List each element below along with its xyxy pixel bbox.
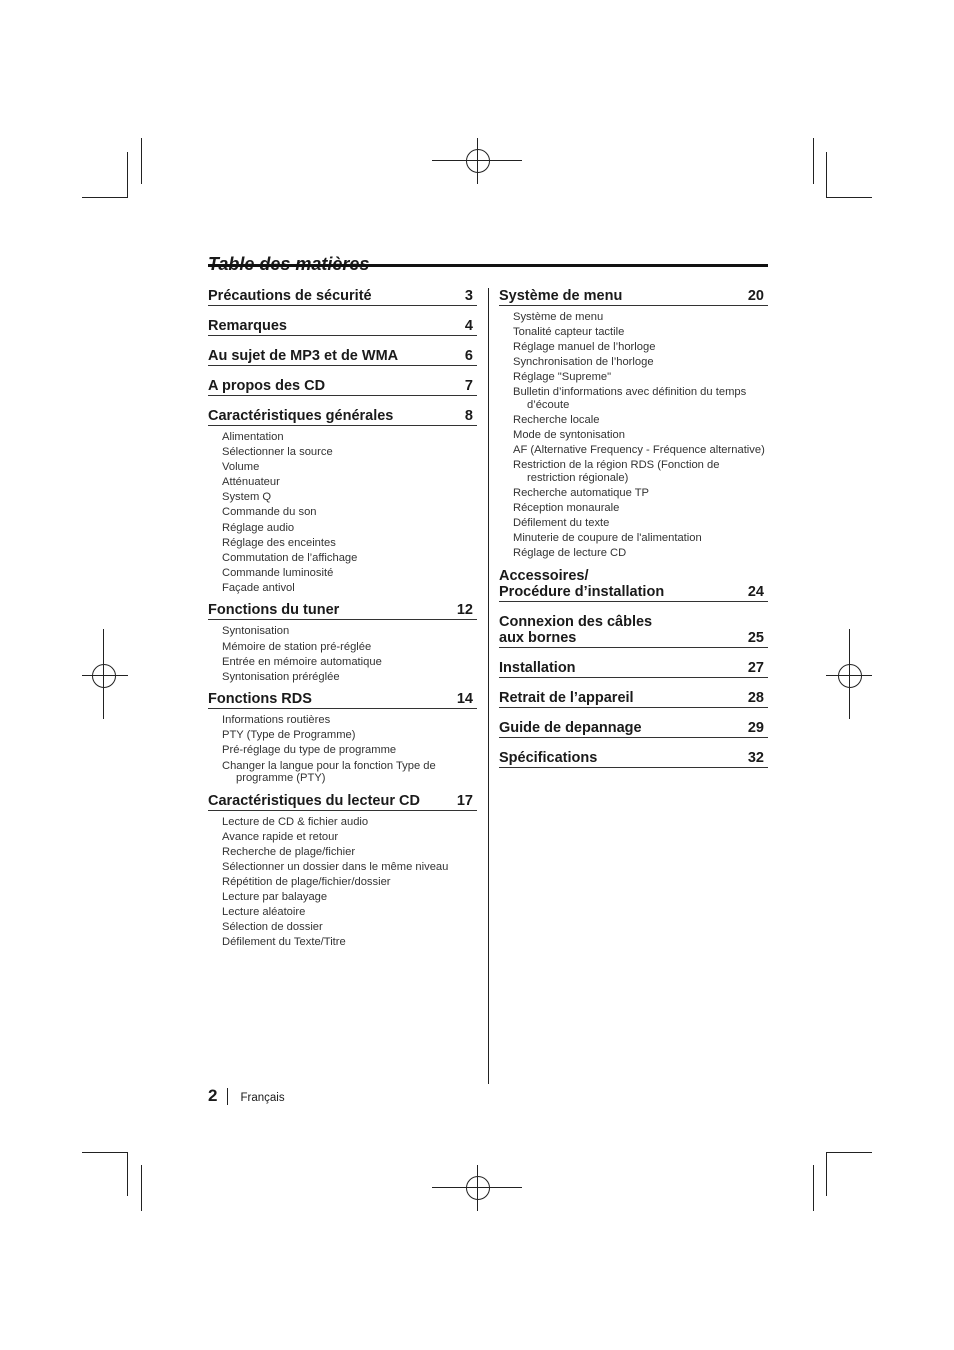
section-spacer [499,607,768,614]
toc-subitem[interactable]: Réglage manuel de l’horloge [513,341,656,354]
toc-subitem-list [208,625,477,683]
toc-section [499,568,768,614]
toc-subitem[interactable]: Informations routières [222,714,331,727]
toc-subitem[interactable]: Avance rapide et retour [222,830,339,843]
toc-section-heading[interactable] [208,602,477,620]
toc-subitem[interactable]: Volume [222,461,260,474]
toc-subitem[interactable]: Mode de syntonisation [513,429,625,442]
toc-subitem[interactable]: Bulletin d’informations avec définition du temps d’écoute [513,386,747,411]
toc-subitem[interactable]: Commande luminosité [222,566,334,579]
toc-section [499,750,768,780]
toc-section [499,660,768,690]
toc-section [208,691,477,784]
toc-subitem[interactable]: Répétition de plage/fichier/dossier [222,875,391,888]
toc-subitem[interactable]: Synchronisation de l’horloge [513,356,654,369]
toc-subitem-list [499,311,768,560]
footer-divider [227,1088,228,1105]
toc-section-heading[interactable] [208,318,477,336]
toc-section [499,614,768,660]
toc-section [499,690,768,720]
title-rule [208,264,768,267]
toc-subitem[interactable]: Changer la langue pour la fonction Type de programme (PTY) [222,759,436,784]
toc-subitem[interactable]: Restriction de la région RDS (Fonction de restriction régionale) [513,459,720,484]
section-title: Installation [499,659,576,676]
section-page-number: 32 [747,749,764,766]
section-page-number: 12 [456,602,473,619]
section-page-number: 24 [747,583,764,600]
section-spacer [208,311,477,318]
section-page-number: 14 [456,691,473,708]
toc-section-heading[interactable] [208,348,477,366]
column-divider [488,288,489,1084]
toc-subitem-list [208,816,477,949]
section-spacer [499,713,768,720]
section-title: Guide de depannage [499,719,642,736]
toc-subitem[interactable]: Lecture de CD & fichier audio [222,815,369,828]
section-page-number: 20 [747,288,764,304]
section-title: Connexion des câbles aux bornes [499,613,653,646]
toc-subitem[interactable]: PTY (Type de Programme) [222,729,356,742]
toc-section-heading[interactable] [208,793,477,811]
toc-subitem[interactable]: Mémoire de station pré-réglée [222,640,372,653]
section-title: Retrait de l’appareil [499,689,634,706]
section-page-number: 25 [747,629,764,646]
section-spacer [208,341,477,348]
toc-subitem[interactable]: Sélectionner un dossier dans le même niveau [222,860,449,873]
section-spacer [208,401,477,408]
section-spacer [499,773,768,780]
section-title: Accessoires/ Procédure d’installation [499,567,665,600]
section-spacer [499,653,768,660]
toc-left-column [208,288,477,957]
section-page-number: 6 [464,348,473,364]
toc-section [208,378,477,408]
section-spacer [499,743,768,750]
toc-subitem[interactable]: Commande du son [222,506,317,519]
toc-subitem[interactable]: System Q [222,491,272,504]
toc-subitem[interactable]: Syntonisation [222,625,290,638]
toc-subitem[interactable]: Commutation de l’affichage [222,551,358,564]
section-page-number: 8 [464,408,473,424]
toc-section-heading[interactable] [499,288,768,306]
toc-section [208,288,477,318]
section-page-number: 28 [747,689,764,706]
toc-section-heading[interactable] [499,614,768,648]
section-title: Remarques [208,318,287,334]
section-page-number: 27 [747,659,764,676]
toc-section-heading[interactable] [208,408,477,426]
section-page-number: 4 [464,318,473,334]
toc-subitem[interactable]: Système de menu [513,311,604,323]
section-spacer [499,683,768,690]
toc-section [208,348,477,378]
toc-subitem[interactable]: Réglage audio [222,521,295,534]
toc-subitem[interactable]: Tonalité capteur tactile [513,326,625,339]
toc-subitem[interactable]: Réglage des enceintes [222,536,336,549]
toc-subitem[interactable]: Pré-réglage du type de programme [222,744,397,757]
toc-subitem[interactable]: Lecture par balayage [222,890,328,903]
toc-subitem[interactable]: Sélection de dossier [222,921,323,934]
toc-subitem-list [208,431,477,594]
toc-section [499,288,768,560]
toc-section-heading[interactable] [499,568,768,602]
toc-subitem[interactable]: Défilement du texte [513,517,610,530]
toc-section [208,793,477,949]
section-page-number: 3 [464,288,473,304]
section-page-number: 17 [456,792,473,809]
toc-section-heading[interactable] [499,690,768,708]
toc-subitem[interactable]: Syntonisation préréglée [222,670,340,683]
toc-subitem[interactable]: Recherche de plage/fichier [222,845,356,858]
toc-subitem[interactable]: Défilement du Texte/Titre [222,936,346,949]
toc-subitem-list [208,714,477,784]
section-page-number: 29 [747,719,764,736]
toc-subitem[interactable]: Alimentation [222,431,284,443]
toc-section [208,602,477,683]
page-footer [208,1086,285,1106]
section-title: Fonctions du tuner [208,602,340,619]
section-spacer [208,371,477,378]
toc-section-heading[interactable] [208,378,477,396]
toc-subitem[interactable]: Minuterie de coupure de l'alimentation [513,532,702,545]
toc-section-heading[interactable] [499,720,768,738]
language-label: Français [240,1092,285,1104]
toc-right-column [499,288,768,780]
toc-section [208,318,477,348]
section-title: Précautions de sécurité [208,288,372,304]
section-title: Système de menu [499,288,623,304]
toc-subitem[interactable]: Réglage de lecture CD [513,547,627,560]
toc-subitem[interactable]: Recherche locale [513,414,600,427]
toc-subitem[interactable]: Sélectionner la source [222,446,333,459]
toc-section-heading[interactable] [499,750,768,768]
toc-subitem[interactable]: Réception monaurale [513,502,620,515]
page-number: 2 [208,1086,218,1105]
toc-section-heading[interactable] [208,691,477,709]
toc-subitem[interactable]: AF (Alternative Frequency - Fréquence alternative) [513,444,765,457]
toc-section [208,408,477,594]
section-title: Fonctions RDS [208,691,312,708]
toc-section-heading[interactable] [208,288,477,306]
toc-subitem[interactable]: Entrée en mémoire automatique [222,655,382,668]
section-title: Caractéristiques générales [208,408,394,424]
section-title: Au sujet de MP3 et de WMA [208,348,399,364]
section-page-number: 7 [464,378,473,394]
toc-section-heading[interactable] [499,660,768,678]
toc-subitem[interactable]: Réglage "Supreme" [513,371,612,384]
toc-subitem[interactable]: Recherche automatique TP [513,486,649,499]
section-title: Spécifications [499,749,598,766]
toc-subitem[interactable]: Façade antivol [222,581,295,594]
toc-section [499,720,768,750]
toc-subitem[interactable]: Atténuateur [222,476,280,489]
toc-subitem[interactable]: Lecture aléatoire [222,906,306,919]
section-title: Caractéristiques du lecteur CD [208,792,420,809]
section-title: A propos des CD [208,378,326,394]
